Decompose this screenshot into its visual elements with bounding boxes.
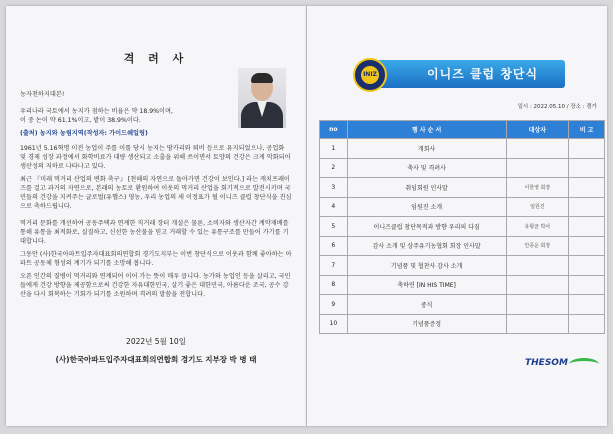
table-row — [320, 178, 605, 198]
cell-note — [569, 275, 605, 295]
page-title: 격 려 사 — [123, 52, 189, 65]
table-row — [320, 139, 605, 159]
cell-rep — [506, 314, 569, 334]
cell-item: 취임회원 인사말 — [347, 178, 506, 198]
cell-no: 9 — [320, 295, 348, 315]
paragraph: 우리나라 국토에서 농지가 점하는 비율은 약 18.9%이며, 이 중 논이 약 61.1%이고, 밭이 38.9%이다. — [20, 108, 173, 124]
header-no: no — [320, 121, 348, 139]
cell-no: 10 — [320, 314, 348, 334]
cell-note — [569, 158, 605, 178]
cell-no: 3 — [320, 178, 348, 198]
cell-note — [569, 178, 605, 198]
cell-item: 개회사 — [347, 139, 506, 159]
cell-no: 7 — [320, 256, 348, 276]
table-row — [320, 158, 605, 178]
cell-note — [569, 217, 605, 237]
cell-item: 축사 및 격려사 — [347, 158, 506, 178]
table-row — [320, 314, 605, 334]
table-row — [320, 256, 605, 276]
table-row — [320, 217, 605, 237]
cell-item: 이니즈클럽 창단목적과 방향 우리의 다짐 — [347, 217, 506, 237]
source-note: (출처) 농지와 농림지역(작성자: 가이드쉐일링) — [20, 130, 148, 137]
cell-no: 1 — [320, 139, 348, 159]
brand-logo: THESOM — [525, 358, 568, 368]
cell-rep: 이한영 회장 — [506, 178, 569, 198]
cell-item: 축하연 [IN HIS TIME] — [347, 275, 506, 295]
greeting: 농자천하지대본! — [20, 91, 65, 98]
cell-rep: 임원진 — [506, 197, 569, 217]
cell-note — [569, 139, 605, 159]
signature: (사)한국아파트입주자대표회의연합회 경기도 지부장 박 병 태 — [55, 355, 257, 364]
cell-no: 4 — [320, 197, 348, 217]
event-meta: 일시 : 2022.05.10 / 장소 : 캠가 — [517, 104, 597, 110]
cell-note — [569, 295, 605, 315]
brand-swoosh-icon — [569, 358, 599, 371]
cell-no: 5 — [320, 217, 348, 237]
title-banner — [365, 60, 565, 88]
cell-item: 감사 소개 및 상주유기농협회 회장 인사말 — [347, 236, 506, 256]
cell-no: 6 — [320, 236, 348, 256]
cell-item: 기념품 및 협찬사 감사 소개 — [347, 256, 506, 276]
cell-note — [569, 314, 605, 334]
table-row — [320, 197, 605, 217]
paragraph: 그동안 (사)한국아파트입주자대표회의연합회 경기도지부는 이번 창단식으로 이웃과 함께 좋아하는 아파트 공동체 형성의 계기가 되기를 소망해 봅니다. — [20, 251, 292, 267]
left-page — [6, 6, 307, 426]
table-row — [320, 236, 605, 256]
logo-text: INIZ — [361, 66, 379, 84]
cell-note — [569, 256, 605, 276]
paragraph: 먹거리 문화를 개선하여 공동주택과 연계한 직거래 장터 개설은 물론, 소비자와 생산자간 계약재배를 통해 유통을 최적화로, 실질하고, 신선한 농산물을 믿고 거래할 수 있는 유통구조를 만들어 가기를 기대합니다. — [20, 220, 289, 245]
cell-note — [569, 197, 605, 217]
cell-rep — [506, 295, 569, 315]
banner-title: 이니즈 클럽 창단식 — [427, 67, 539, 81]
cell-item: 기념품증정 — [347, 314, 506, 334]
cell-rep — [506, 139, 569, 159]
club-logo-icon — [353, 58, 387, 92]
cell-no: 8 — [320, 275, 348, 295]
cell-rep — [506, 275, 569, 295]
cell-rep: 유형균 박사 — [506, 217, 569, 237]
table-row — [320, 275, 605, 295]
paragraph: 최근 『미래 먹거리 산업의 변화 축구』 [천해의 자연으로 돌아가면 건강이 보인다.] 라는 캐치프레이즈를 걸고 과거의 자연으로, 본래의 농토로 환원하여 이웃의 먹거리 산업을 회기적으로 발전시키며 국민들의 건강을 지켜주는 글로벌(유헬스) 영농, 우리 농업의 새 이정표가 될 이니즈 클럽 창단식을 진심으로 축하드립니다. — [20, 176, 292, 210]
paragraph: 1961년 5.16혁명 이전 농업이 주를 이룰 당시 농지는 땅카리와 퇴비 등으로 유지되었으나, 공업화 및 경제 성장 과정에서 화학비료가 대량 생산되고 소출을 위해 쓰이면서 토양의 건강은 크게 악화되어 생산성의 저하로 나타나고 있다. — [20, 145, 291, 170]
table-header-row — [320, 121, 605, 139]
program-table — [319, 120, 605, 334]
header-rep: 대상자 — [506, 121, 569, 139]
cell-rep — [506, 158, 569, 178]
letter-date: 2022년 5월 10일 — [126, 337, 186, 346]
cell-item: 중식 — [347, 295, 506, 315]
right-page — [307, 6, 607, 426]
header-item: 행 사 순 서 — [347, 121, 506, 139]
table-row — [320, 295, 605, 315]
cell-rep — [506, 256, 569, 276]
paragraph: 오픈 인간의 질병이 먹거리와 연계되어 이어 가는 뜻이 매우 큽니다. 농가와 농업인 등을 살리고, 국민들에게 건강 방향을 제공함으로써 건강한 자유대한민국, 살기 좋은 대한민국, 아름다운 조국, 공수 강산을 다시 회복하는 기회가 되기를 소원하며 격려의 말씀을 전합니다. — [20, 273, 291, 298]
cell-rep: 안종운 회장 — [506, 236, 569, 256]
cell-note — [569, 236, 605, 256]
cell-no: 2 — [320, 158, 348, 178]
body-text — [20, 90, 292, 303]
cell-item: 임원진 소개 — [347, 197, 506, 217]
header-note: 비 고 — [569, 121, 605, 139]
